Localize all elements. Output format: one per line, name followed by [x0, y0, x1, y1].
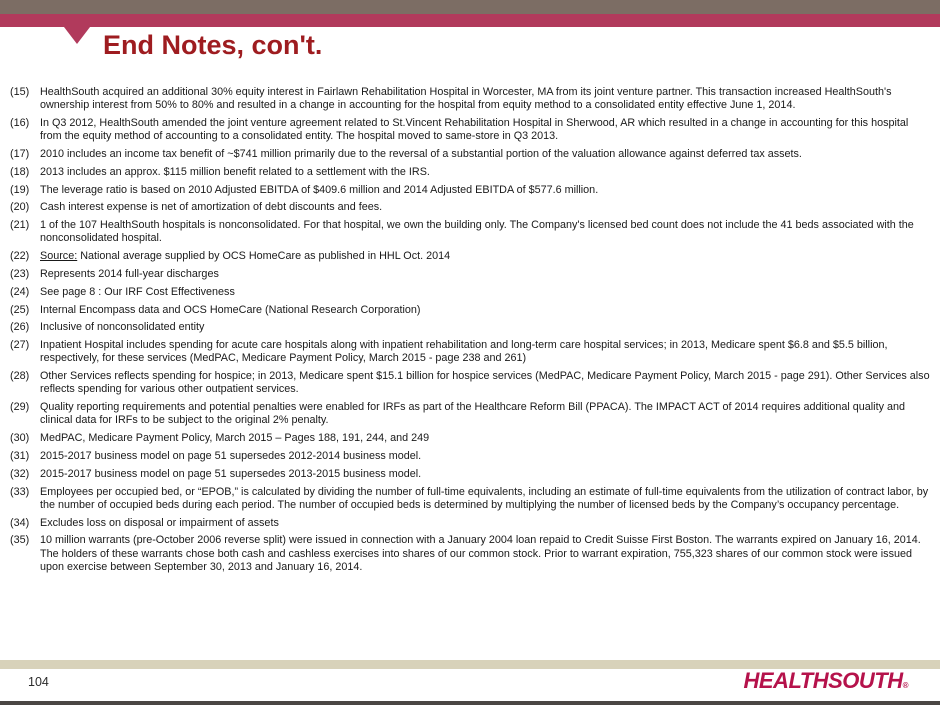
note-number: (21) — [10, 219, 30, 232]
note-number: (31) — [10, 449, 30, 462]
note-number: (30) — [10, 432, 30, 445]
note-text: MedPAC, Medicare Payment Policy, March 2015 – Pages 188, 191, 244, and 249 — [40, 432, 430, 445]
notes-list — [10, 86, 932, 579]
note-text: 2015-2017 business model on page 51 supersedes 2013-2015 business model. — [40, 467, 422, 480]
note-row — [10, 86, 932, 112]
note-text: Internal Encompass data and OCS HomeCare (National Research Corporation) — [40, 303, 421, 316]
note-text: Excludes loss on disposal or impairment of assets — [40, 516, 279, 529]
note-number: (25) — [10, 303, 30, 316]
header-bar-taupe — [0, 0, 940, 14]
note-row — [10, 268, 932, 281]
note-row — [10, 304, 932, 317]
note-text: Employees per occupied bed, or “EPOB,” is calculated by dividing the number of full-time equivalents, including an estimate of full-time equivalents from the utilization of contract labor, by the number of occupied beds during each period. The number of occupied beds is determined by multiplying the number of licensed beds by the Company’s occupancy percentage. — [40, 485, 929, 511]
page-number: 104 — [28, 675, 49, 689]
note-number: (18) — [10, 165, 30, 178]
note-row — [10, 486, 932, 512]
note-row — [10, 468, 932, 481]
note-row — [10, 117, 932, 143]
note-number: (23) — [10, 267, 30, 280]
note-row — [10, 148, 932, 161]
note-number: (27) — [10, 339, 30, 352]
note-number: (28) — [10, 370, 30, 383]
note-row — [10, 201, 932, 214]
note-row — [10, 250, 932, 263]
header-bar-crimson — [0, 14, 940, 27]
registered-mark-icon: ® — [902, 681, 908, 690]
note-text: Represents 2014 full-year discharges — [40, 267, 219, 280]
page-title: End Notes, con't. — [103, 30, 323, 60]
note-number: (35) — [10, 534, 30, 547]
note-row — [10, 401, 932, 427]
note-text: 2015-2017 business model on page 51 supersedes 2012-2014 business model. — [40, 449, 422, 462]
note-row — [10, 339, 932, 365]
note-number: (19) — [10, 183, 30, 196]
note-text: Other Services reflects spending for hospice; in 2013, Medicare spent $15.1 billion for hospice services (MedPAC, Medicare Payment Policy, March 2015 - page 291). Other Services also reflects spending for various other outpatient services. — [40, 370, 930, 396]
note-text: See page 8 : Our IRF Cost Effectiveness — [40, 285, 235, 298]
healthsouth-logo — [744, 668, 909, 694]
note-number: (17) — [10, 148, 30, 160]
note-number: (15) — [10, 86, 30, 98]
note-text: 2010 includes an income tax benefit of ~$741 million primarily due to the reversal of a substantial portion of the valuation allowance against deferred tax assets. — [40, 148, 802, 160]
note-row — [10, 517, 932, 530]
healthsouth-logo-text: HEALTHSOUTH — [743, 668, 903, 693]
note-row — [10, 219, 932, 245]
note-row — [10, 534, 932, 574]
note-number: (16) — [10, 117, 30, 129]
note-row — [10, 286, 932, 299]
note-row — [10, 321, 932, 334]
note-row — [10, 432, 932, 445]
note-row — [10, 370, 932, 396]
note-text: In Q3 2012, HealthSouth amended the joint venture agreement related to St.Vincent Rehabilitation Hospital in Sherwood, AR which resulted in a change in accounting for this hospital from the equity method of accounting to a consolidated entity. The hospital moved to same-store in Q3 2013. — [40, 117, 909, 143]
note-row — [10, 166, 932, 179]
note-number: (20) — [10, 201, 30, 214]
note-text: Inclusive of nonconsolidated entity — [40, 321, 205, 334]
note-text: 1 of the 107 HealthSouth hospitals is nonconsolidated. For that hospital, we own the building only. The Company's licensed bed count does not include the 41 beds associated with the nonconsolidated hospital. — [40, 219, 914, 245]
note-row — [10, 450, 932, 463]
note-source-label: Source: — [40, 250, 78, 263]
note-text: Cash interest expense is net of amortization of debt discounts and fees. — [40, 201, 383, 214]
note-number: (29) — [10, 401, 30, 414]
note-number: (26) — [10, 321, 30, 334]
note-text: Inpatient Hospital includes spending for acute care hospitals along with inpatient rehabilitation and long-term care hospital services; in 2013, Medicare spent $6.8 and $5.5 billion, respectively, for these services (MedPAC, Medicare Payment Policy, March 2015 - page 238 and 261) — [40, 339, 888, 365]
note-number: (24) — [10, 285, 30, 298]
note-number: (22) — [10, 250, 30, 263]
note-number: (32) — [10, 467, 30, 480]
slide-bottom-border — [0, 701, 940, 705]
note-text: Quality reporting requirements and potential penalties were enabled for IRFs as part of the Healthcare Reform Bill (PPACA). The IMPACT ACT of 2014 requires additional quality and clinical data for IRFs to be subject to the original 2% penalty. — [40, 401, 905, 427]
note-text: The leverage ratio is based on 2010 Adjusted EBITDA of $409.6 million and 2014 Adjusted EBITDA of $577.6 million. — [40, 183, 599, 196]
note-text: 10 million warrants (pre-October 2006 reverse split) were issued in connection with a January 2004 loan repaid to Credit Suisse First Boston. The warrants expired on January 16, 2014. The holders of these warrants chose both cash and cashless exercises into shares of our common stock. Prior to warrant expiration, 755,323 shares of our common stock were issued upon exercise between September 30, 2013 and January 16, 2014. — [40, 534, 921, 573]
note-number: (34) — [10, 516, 30, 529]
note-row — [10, 184, 932, 197]
note-text: 2013 includes an approx. $115 million benefit related to a settlement with the IRS. — [40, 165, 430, 178]
note-number: (33) — [10, 485, 30, 498]
header-triangle-icon — [64, 27, 90, 44]
note-text: HealthSouth acquired an additional 30% equity interest in Fairlawn Rehabilitation Hospital in Worcester, MA from its joint venture partner. This transaction increased HealthSouth's ownership interest from 50% to 80% and resulted in a change in accounting for the hospital from equity method to a consolidated entity effective June 1, 2014. — [40, 86, 892, 112]
note-text: Source: National average supplied by OCS HomeCare as published in HHL Oct. 2014 — [40, 250, 451, 263]
